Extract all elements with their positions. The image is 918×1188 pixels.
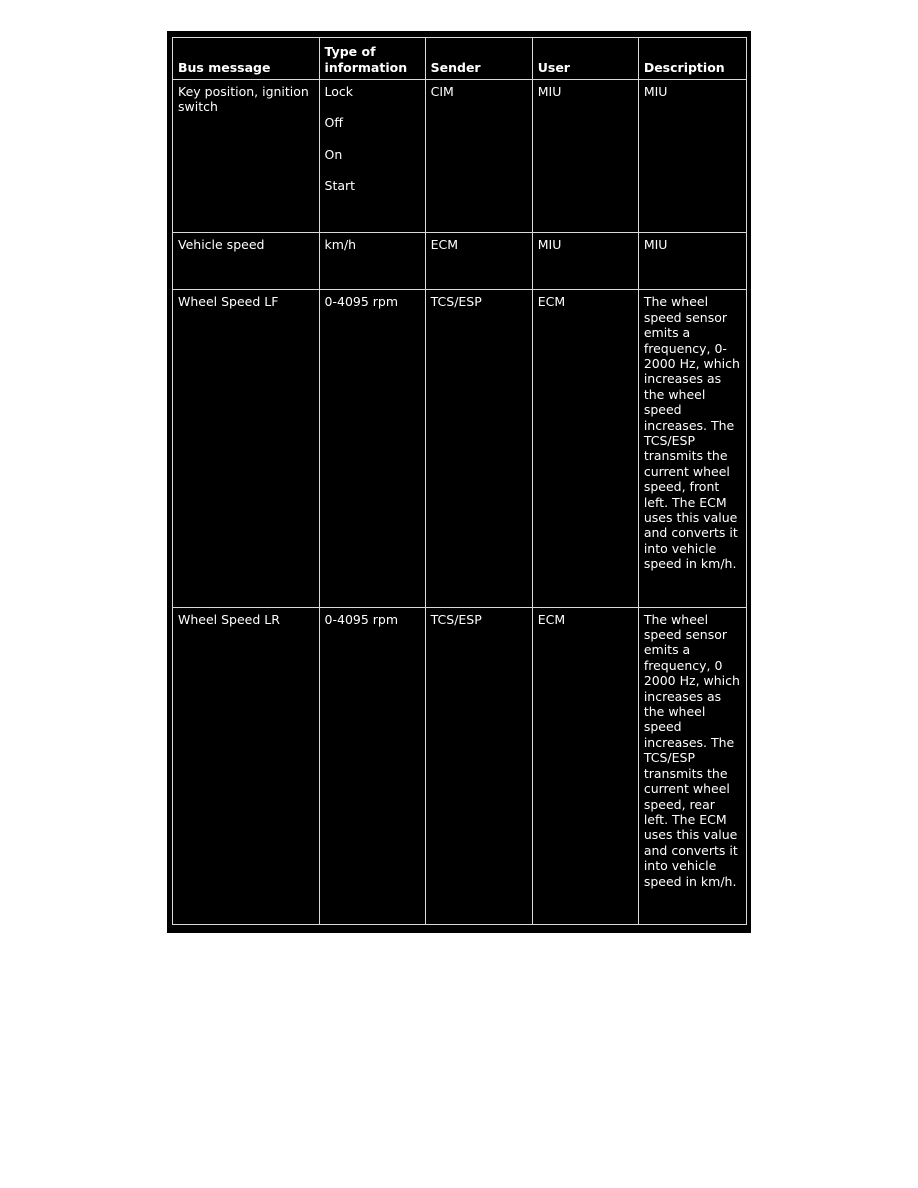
table-row xyxy=(173,607,747,924)
cell-user: MIU xyxy=(532,233,638,290)
cell-description: The wheel speed sensor emits a frequency, 0 2000 Hz, which increases as the wheel speed increases. The TCS/ESP transmits the current wheel speed, rear left. The ECM uses this value and converts it into vehicle speed in km/h. xyxy=(638,607,746,924)
cell-description: The wheel speed sensor emits a frequency, 0-2000 Hz, which increases as the wheel speed increases. The TCS/ESP transmits the current wheel speed, front left. The ECM uses this value and converts it into vehicle speed in km/h. xyxy=(638,290,746,607)
cell-bus-message: Wheel Speed LR xyxy=(173,607,320,924)
table-row xyxy=(173,233,747,290)
cell-bus-message: Key position, ignition switch xyxy=(173,80,320,233)
cell-description: MIU xyxy=(638,233,746,290)
header-type-of-information: Type of information xyxy=(319,38,425,80)
info-value: Off xyxy=(324,115,343,131)
header-sender: Sender xyxy=(425,38,532,80)
cell-type-of-information xyxy=(319,80,425,233)
table-header-row xyxy=(173,38,747,80)
cell-type-of-information: km/h xyxy=(319,233,425,290)
table-panel xyxy=(167,31,751,933)
header-bus-message: Bus message xyxy=(173,38,320,80)
info-value: On xyxy=(324,146,343,162)
cell-bus-message: Wheel Speed LF xyxy=(173,290,320,607)
info-value: Start xyxy=(324,178,356,194)
cell-description: MIU xyxy=(638,80,746,233)
cell-sender: CIM xyxy=(425,80,532,233)
cell-user: MIU xyxy=(532,80,638,233)
info-value: Lock xyxy=(324,84,354,100)
bus-message-table xyxy=(172,37,747,925)
cell-user: ECM xyxy=(532,607,638,924)
cell-sender: TCS/ESP xyxy=(425,607,532,924)
table-row xyxy=(173,290,747,607)
cell-sender: TCS/ESP xyxy=(425,290,532,607)
table-row xyxy=(173,80,747,233)
cell-bus-message: Vehicle speed xyxy=(173,233,320,290)
cell-type-of-information: 0-4095 rpm xyxy=(319,607,425,924)
cell-user: ECM xyxy=(532,290,638,607)
header-user: User xyxy=(532,38,638,80)
header-description: Description xyxy=(638,38,746,80)
cell-type-of-information: 0-4095 rpm xyxy=(319,290,425,607)
cell-sender: ECM xyxy=(425,233,532,290)
